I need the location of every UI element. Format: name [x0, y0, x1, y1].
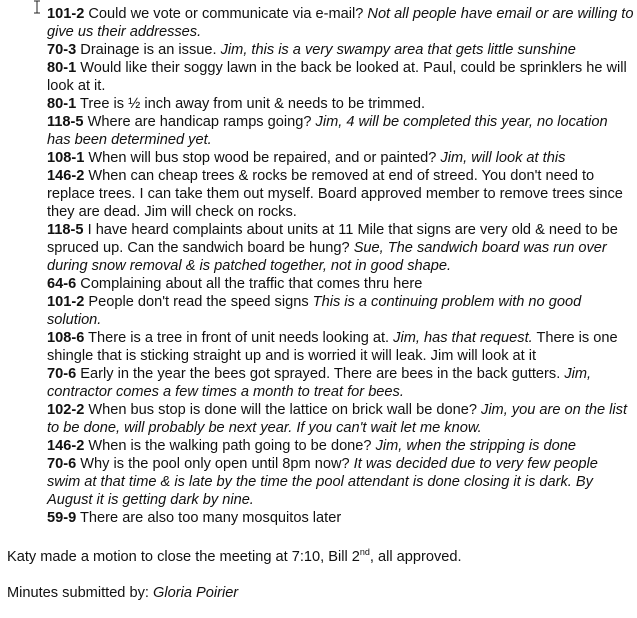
unit-number: 108-6	[47, 330, 85, 346]
item-response: Jim, this is a very swampy area that gets little sunshine	[220, 42, 576, 58]
closing-motion	[7, 548, 462, 566]
minutes-submitted-by	[7, 584, 238, 602]
item-response: This is a continuing problem with no good solution.	[47, 294, 582, 328]
item-text: When will bus stop wood be repaired, and or painted?	[84, 150, 441, 166]
item-text: There is a tree in front of unit needs looking at.	[84, 330, 394, 346]
unit-number: 101-2	[47, 6, 85, 22]
unit-number: 102-2	[47, 402, 85, 418]
item-text: Early in the year the bees got sprayed. There are bees in the back gutters.	[76, 366, 565, 382]
closing-text: Katy made a motion to close the meeting at 7:10, Bill 2	[7, 549, 360, 565]
item-text: When is the walking path going to be done?	[84, 438, 376, 454]
item-text: Tree is ½ inch away from unit & needs to be trimmed.	[76, 96, 426, 112]
item-response: Sue, The sandwich board was run over during snow removal & is patched together, not in good shape.	[47, 240, 607, 274]
list-item	[47, 455, 635, 509]
unit-number: 101-2	[47, 294, 85, 310]
unit-number: 118-5	[47, 222, 84, 238]
list-item	[47, 293, 635, 329]
item-tail: There is one shingle that is sticking straight up and is worried it will leak. Jim will look at it	[47, 330, 618, 364]
item-text: When can cheap trees & rocks be removed at end of streed. You don't need to replace trees. I can take them out myself. Board approved member to remove trees since they are dead. Jim will check on rocks.	[47, 168, 623, 220]
list-item	[47, 95, 635, 113]
item-text: I have heard complaints about units at 11 Mile that signs are very old & need to be spruced up. Can the sandwich board be hung?	[47, 222, 618, 256]
item-text: Complaining about all the traffic that comes thru here	[76, 276, 423, 292]
list-item	[47, 275, 635, 293]
unit-number: 59-9	[47, 510, 77, 526]
item-response: Jim, will look at this	[440, 150, 566, 166]
list-item	[47, 5, 635, 41]
list-item	[47, 509, 635, 527]
unit-number: 70-6	[47, 366, 77, 382]
unit-number: 118-5	[47, 114, 84, 130]
item-text: People don't read the speed signs	[84, 294, 313, 310]
closing-text-end: , all approved.	[369, 549, 462, 565]
item-response: It was decided due to very few people swim at that time & is late by the time the pool attendant is done closing it is dark. By August it is getting dark by nine.	[47, 456, 598, 508]
item-response: Not all people have email or are willing to give us their addresses.	[47, 6, 634, 40]
text-cursor-icon	[33, 0, 41, 14]
list-item	[47, 59, 635, 95]
unit-number: 64-6	[47, 276, 77, 292]
item-text: When bus stop is done will the lattice on brick wall be done?	[84, 402, 482, 418]
list-item	[47, 149, 635, 167]
item-text: There are also too many mosquitos later	[76, 510, 342, 526]
unit-number: 70-3	[47, 42, 77, 58]
unit-number: 70-6	[47, 456, 77, 472]
item-response: Jim, 4 will be completed this year, no location has been determined yet.	[47, 114, 608, 148]
unit-number: 146-2	[47, 168, 85, 184]
unit-number: 146-2	[47, 438, 85, 454]
list-item	[47, 41, 635, 59]
item-text: Where are handicap ramps going?	[83, 114, 316, 130]
item-text: Would like their soggy lawn in the back be looked at. Paul, could be sprinklers he will look at it.	[47, 60, 627, 94]
list-item	[47, 167, 635, 221]
minutes-item-list	[47, 5, 635, 527]
item-text: Why is the pool only open until 8pm now?	[76, 456, 354, 472]
list-item	[47, 113, 635, 149]
item-text: Drainage is an issue.	[76, 42, 221, 58]
unit-number: 80-1	[47, 96, 77, 112]
item-text: Could we vote or communicate via e-mail?	[84, 6, 368, 22]
submitter-name: Gloria Poirier	[153, 585, 239, 601]
list-item	[47, 221, 635, 275]
unit-number: 108-1	[47, 150, 85, 166]
item-response: Jim, contractor comes a few times a month to treat for bees.	[47, 366, 592, 400]
item-response: Jim, has that request.	[393, 330, 533, 346]
item-response: Jim, when the stripping is done	[375, 438, 576, 454]
list-item	[47, 437, 635, 455]
list-item	[47, 401, 635, 437]
closing-superscript: nd	[359, 547, 370, 558]
item-response: Jim, you are on the list to be done, will probably be next year. If you can't wait let me know.	[47, 402, 628, 436]
list-item	[47, 365, 635, 401]
list-item	[47, 329, 635, 365]
submitted-label: Minutes submitted by:	[7, 585, 154, 601]
unit-number: 80-1	[47, 60, 77, 76]
